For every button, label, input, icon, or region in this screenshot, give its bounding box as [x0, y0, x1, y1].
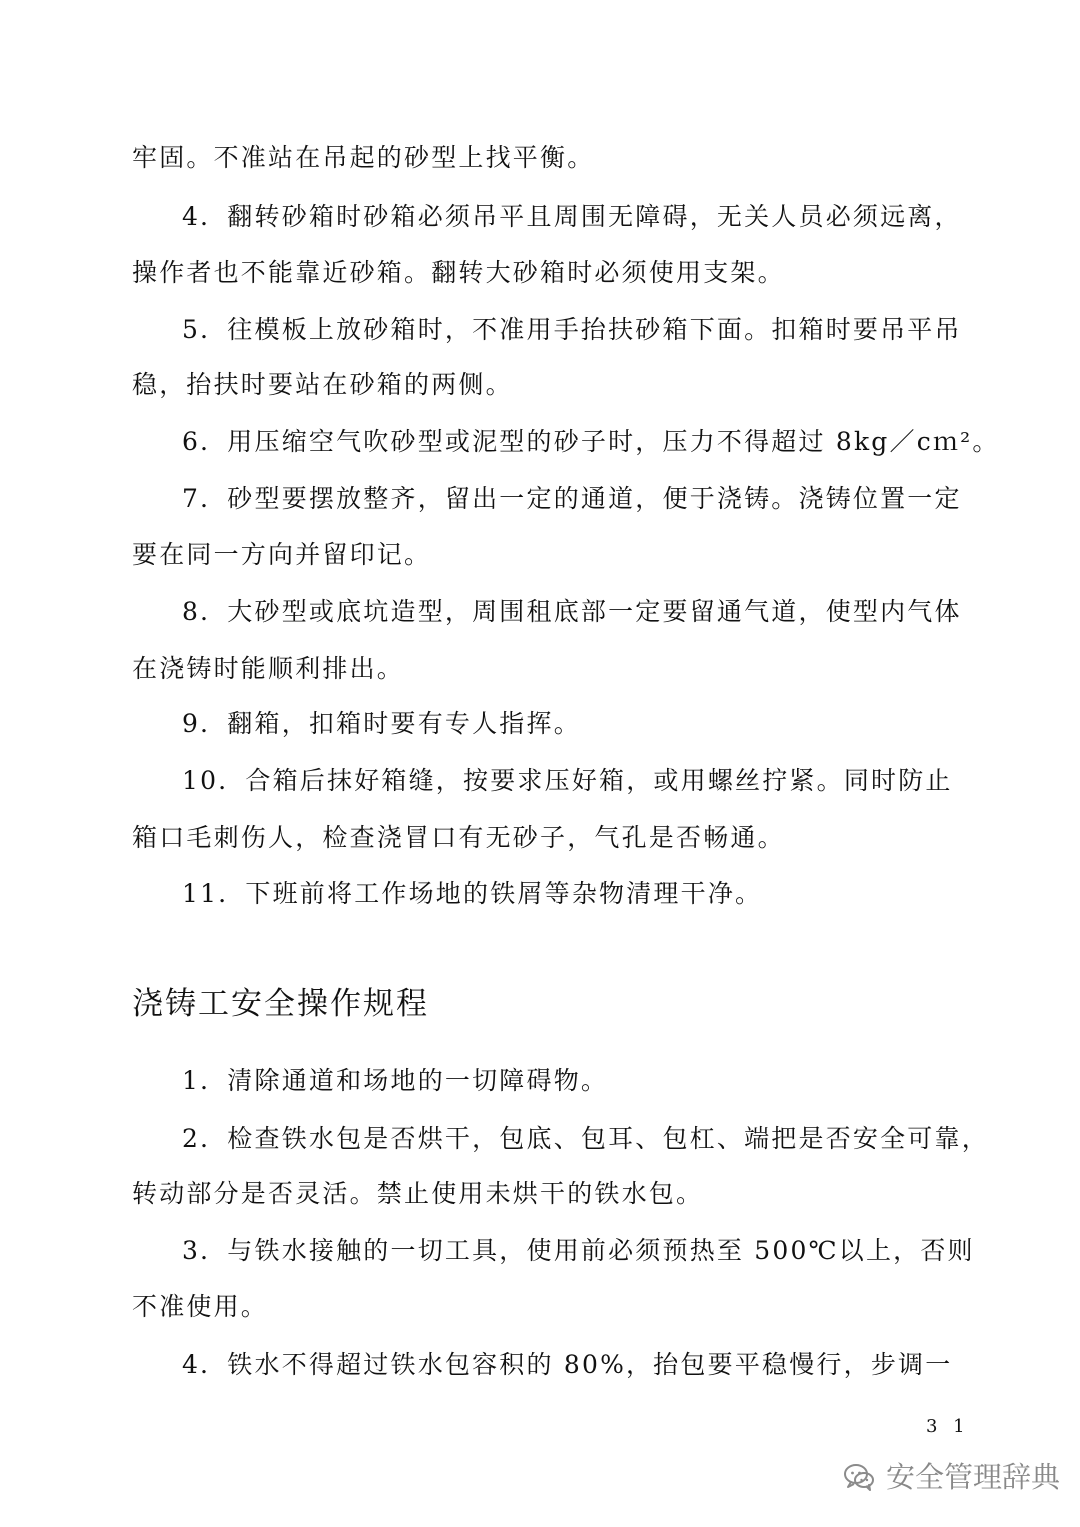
text-line-7: 7．砂型要摆放整齐，留出一定的通道，便于浇铸。浇铸位置一定 [182, 484, 962, 513]
watermark-text: 安全管理辞典 [886, 1460, 1061, 1494]
page-number: 3 1 [926, 1416, 970, 1437]
text-line-10: 在浇铸时能顺利排出。 [132, 654, 405, 683]
text-line-18: 3．与铁水接触的一切工具，使用前必须预热至 500℃以上，否则 [182, 1236, 975, 1265]
text-line-16: 2．检查铁水包是否烘干，包底、包耳、包杠、端把是否安全可靠， [182, 1124, 989, 1153]
text-line-8: 要在同一方向并留印记。 [132, 540, 432, 569]
section-title: 浇铸工安全操作规程 [132, 986, 429, 1022]
text-line-12: 10．合箱后抹好箱缝，按要求压好箱，或用螺丝拧紧。同时防止 [182, 766, 953, 795]
text-line-19: 不准使用。 [132, 1292, 269, 1321]
text-line-17: 转动部分是否灵活。禁止使用未烘干的铁水包。 [132, 1179, 704, 1208]
text-line-11: 9．翻箱，扣箱时要有专人指挥。 [182, 709, 581, 738]
watermark [842, 1456, 1060, 1498]
text-line-5: 稳，抬扶时要站在砂箱的两侧。 [132, 370, 513, 399]
text-line-15: 1．清除通道和场地的一切障碍物。 [182, 1066, 609, 1095]
text-line-13: 箱口毛刺伤人，检查浇冒口有无砂子，气孔是否畅通。 [132, 823, 785, 852]
text-line-1: 牢固。不准站在吊起的砂型上找平衡。 [132, 143, 595, 172]
text-line-9: 8．大砂型或底坑造型，周围租底部一定要留通气道，使型内气体 [182, 597, 962, 626]
text-line-14: 11．下班前将工作场地的铁屑等杂物清理干净。 [182, 879, 763, 908]
text-line-4: 5．往模板上放砂箱时，不准用手抬扶砂箱下面。扣箱时要吊平吊 [182, 315, 962, 344]
text-line-20: 4．铁水不得超过铁水包容积的 80%，抬包要平稳慢行，步调一 [182, 1350, 953, 1379]
text-line-3: 操作者也不能靠近砂箱。翻转大砂箱时必须使用支架。 [132, 258, 785, 287]
text-line-6: 6．用压缩空气吹砂型或泥型的砂子时，压力不得超过 8kg／cｍ²。 [182, 427, 1000, 456]
wechat-icon [842, 1462, 876, 1492]
text-line-2: 4．翻转砂箱时砂箱必须吊平且周围无障碍，无关人员必须远离， [182, 202, 962, 231]
